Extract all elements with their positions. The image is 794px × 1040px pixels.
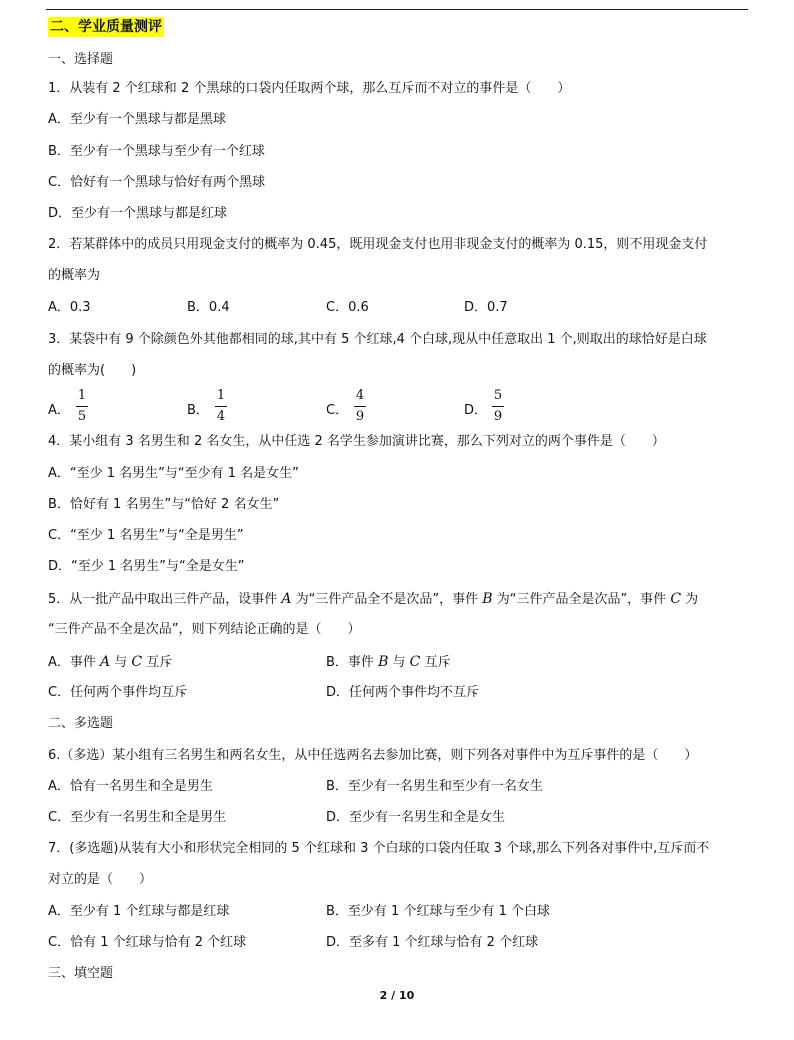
q7-stem-line1: 7．(多选题)从装有大小和形状完全相同的 5 个红球和 3 个白球的口袋内任取 3 个球,那么下列各对事件中,互斥而不 bbox=[48, 841, 710, 856]
fraction-numerator: 4 bbox=[354, 388, 366, 407]
q2-stem-line1: 2．若某群体中的成员只用现金支付的概率为 0.45，既用现金支付也用非现金支付的概率为 0.15，则不用现金支付 bbox=[48, 237, 708, 252]
q3-option-b-fraction bbox=[215, 388, 227, 425]
fraction-numerator: 5 bbox=[492, 388, 504, 407]
q4-option-b: B．恰好有 1 名男生”与“恰好 2 名女生” bbox=[48, 497, 280, 512]
q5-option-b bbox=[326, 654, 450, 671]
q7-option-a: A．至少有 1 个红球与都是红球 bbox=[48, 904, 230, 919]
q1-option-d: D．至少有一个黑球与都是红球 bbox=[48, 206, 228, 221]
q5-stem-text: 5．从一批产品中取出三件产品，设事件 bbox=[48, 592, 282, 607]
part-choice-heading: 一、选择题 bbox=[48, 52, 114, 67]
fraction-denominator: 9 bbox=[493, 409, 503, 424]
q3-stem-line1: 3．某袋中有 9 个除颜色外其他都相同的球,其中有 5 个红球,4 个白球,现从中任意取出 1 个,则取出的球恰好是白球 bbox=[48, 332, 707, 347]
q4-stem: 4．某小组有 3 名男生和 2 名女生，从中任选 2 名学生参加演讲比赛，那么下列对立的两个事件是（ ） bbox=[48, 434, 665, 449]
event-symbol: B bbox=[378, 654, 389, 670]
q6-option-a: A．恰有一名男生和全是男生 bbox=[48, 779, 213, 794]
q1-option-a: A．至少有一个黑球与都是黑球 bbox=[48, 112, 226, 127]
q5-option-d: D．任何两个事件均不互斥 bbox=[326, 685, 480, 700]
event-symbol: C bbox=[409, 654, 421, 670]
q2-option-d: D．0.7 bbox=[464, 300, 508, 315]
part-fill-heading: 三、填空题 bbox=[48, 966, 114, 981]
fraction-numerator: 1 bbox=[76, 388, 88, 407]
q7-stem-line2: 对立的是（ ） bbox=[48, 872, 153, 887]
header-rule bbox=[46, 9, 748, 10]
q5-stem-line1 bbox=[48, 591, 698, 608]
q4-option-c: C．“至少 1 名男生”与“全是男生” bbox=[48, 528, 244, 543]
q5-stem-text: 为“三件产品全不是次品”，事件 bbox=[291, 592, 483, 607]
q1-stem: 1．从装有 2 个红球和 2 个黑球的口袋内任取两个球，那么互斥而不对立的事件是（ ） bbox=[48, 81, 571, 96]
q5-option-c: C．任何两个事件均互斥 bbox=[48, 685, 188, 700]
q6-option-c: C．至少有一名男生和全是男生 bbox=[48, 810, 227, 825]
q3-option-a-fraction bbox=[76, 388, 88, 425]
fraction-denominator: 9 bbox=[355, 409, 365, 424]
fraction-denominator: 4 bbox=[216, 409, 226, 424]
event-a-symbol: A bbox=[281, 591, 292, 607]
q4-option-a: A．“至少 1 名男生”与“至少有 1 名是女生” bbox=[48, 466, 299, 481]
q5-stem-text: 为“三件产品全是次品”，事件 bbox=[492, 592, 671, 607]
event-b-symbol: B bbox=[482, 591, 493, 607]
q2-option-b: B．0.4 bbox=[187, 300, 230, 315]
option-text: 与 bbox=[110, 655, 132, 670]
event-symbol: C bbox=[131, 654, 143, 670]
q4-option-d: D．“至少 1 名男生”与“全是女生” bbox=[48, 559, 245, 574]
fraction-denominator: 5 bbox=[77, 409, 87, 424]
event-c-symbol: C bbox=[670, 591, 682, 607]
q7-option-c: C．恰有 1 个红球与恰有 2 个红球 bbox=[48, 935, 247, 950]
q3-option-d-label: D． bbox=[464, 403, 488, 418]
option-text: 互斥 bbox=[420, 655, 451, 670]
q3-option-d-fraction bbox=[492, 388, 504, 425]
q3-option-a-label: A． bbox=[48, 403, 70, 418]
q5-stem-text: 为 bbox=[681, 592, 699, 607]
q6-option-d: D．至少有一名男生和全是女生 bbox=[326, 810, 506, 825]
q7-option-b: B．至少有 1 个红球与至少有 1 个白球 bbox=[326, 904, 550, 919]
q5-stem-line2: “三件产品不全是次品”，则下列结论正确的是（ ） bbox=[48, 622, 361, 637]
option-text: 与 bbox=[388, 655, 410, 670]
event-symbol: A bbox=[100, 654, 111, 670]
q5-option-a bbox=[48, 654, 172, 671]
q3-option-c-fraction bbox=[354, 388, 366, 425]
q1-option-b: B．至少有一个黑球与至少有一个红球 bbox=[48, 144, 265, 159]
q2-stem-line2: 的概率为 bbox=[48, 268, 101, 283]
option-text: A．事件 bbox=[48, 655, 101, 670]
part-multi-heading: 二、多选题 bbox=[48, 716, 114, 731]
option-text: 互斥 bbox=[142, 655, 173, 670]
q6-option-b: B．至少有一名男生和至少有一名女生 bbox=[326, 779, 543, 794]
q6-stem: 6.（多选）某小组有三名男生和两名女生，从中任选两名去参加比赛，则下列各对事件中为互斥事件的是（ ） bbox=[48, 748, 698, 763]
q7-option-d: D．至多有 1 个红球与恰有 2 个红球 bbox=[326, 935, 539, 950]
section-title: 二、学业质量测评 bbox=[50, 19, 162, 35]
q3-option-b-label: B． bbox=[187, 403, 209, 418]
option-text: B．事件 bbox=[326, 655, 379, 670]
q1-option-c: C．恰好有一个黑球与恰好有两个黑球 bbox=[48, 175, 266, 190]
fraction-numerator: 1 bbox=[215, 388, 227, 407]
q2-option-a: A．0.3 bbox=[48, 300, 91, 315]
page-number: 2 / 10 bbox=[379, 989, 415, 1002]
q2-option-c: C．0.6 bbox=[326, 300, 369, 315]
q3-stem-line2: 的概率为( ) bbox=[48, 363, 137, 378]
q3-option-c-label: C． bbox=[326, 403, 349, 418]
